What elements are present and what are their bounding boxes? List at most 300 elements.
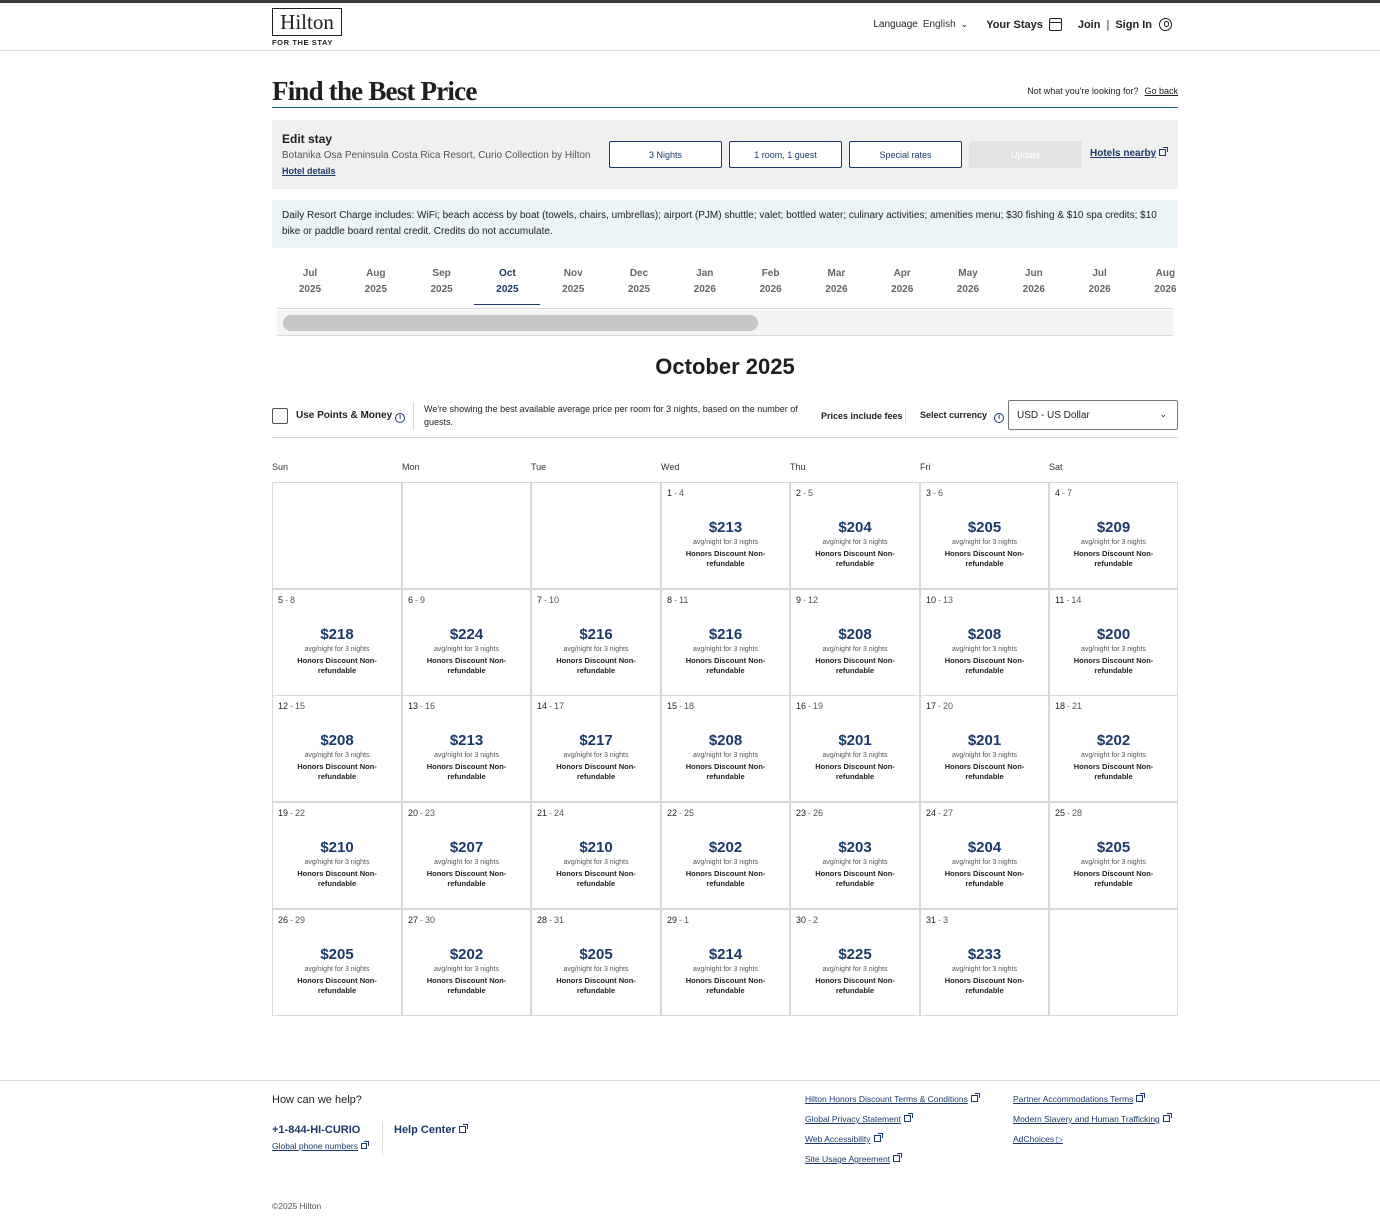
calendar-day-cell[interactable] [661, 802, 790, 909]
month-tab[interactable] [540, 262, 606, 309]
date-end: 4 [679, 488, 685, 498]
date-range [667, 595, 688, 605]
date-end: 11 [679, 595, 689, 605]
avg-night-label: avg/night for 3 nights [952, 539, 1017, 546]
date-start: 2 [796, 488, 802, 498]
rate-name: Honors Discount Non-refundable [944, 762, 1025, 781]
nightly-price: $200 [1096, 626, 1131, 643]
date-start: 13 [408, 701, 419, 711]
calendar-day-cell[interactable] [531, 802, 661, 909]
calendar-day-cell[interactable] [272, 909, 402, 1016]
hotel-details-link[interactable]: Hotel details [282, 166, 336, 176]
date-end: 28 [1072, 808, 1083, 818]
date-end: 20 [943, 701, 954, 711]
calendar-day-cell[interactable] [920, 695, 1049, 802]
date-end: 13 [943, 595, 954, 605]
phone-number[interactable]: +1-844-HI-CURIO [272, 1124, 361, 1136]
date-dash: - [674, 488, 678, 498]
month-tab-year: 2025 [430, 284, 453, 295]
date-range [537, 701, 564, 711]
avg-night-label: avg/night for 3 nights [822, 752, 888, 759]
date-start: 15 [667, 701, 678, 711]
date-start: 9 [796, 595, 802, 605]
date-dash: - [1062, 488, 1066, 498]
update-button[interactable]: Update [969, 141, 1082, 168]
join-link[interactable]: Join [1077, 18, 1101, 31]
date-dash: - [679, 808, 683, 818]
date-end: 7 [1067, 488, 1073, 498]
month-tab-month: Apr [893, 268, 911, 279]
rate-name: Honors Discount Non-refundable [426, 869, 507, 888]
footer-link[interactable] [1013, 1114, 1170, 1124]
chevron-down-icon[interactable]: ⌄ [960, 19, 969, 29]
calendar-empty-cell [531, 482, 661, 589]
rate-name: Honors Discount Non-refundable [1073, 869, 1154, 888]
date-range [926, 915, 948, 925]
nightly-price: $218 [320, 626, 354, 643]
go-back-link[interactable]: Go back [1144, 86, 1178, 96]
date-end: 21 [1072, 701, 1083, 711]
date-dash: - [544, 595, 548, 605]
rate-name: Honors Discount Non-refundable [297, 976, 377, 995]
weekday-header: Mon [402, 462, 420, 472]
date-start: 30 [796, 915, 807, 925]
month-scrollbar[interactable] [277, 310, 1173, 336]
date-range [1055, 595, 1081, 605]
date-end: 1 [684, 915, 690, 925]
date-range [926, 808, 953, 818]
calendar-day-cell[interactable] [402, 909, 531, 1016]
calendar-day-cell[interactable] [661, 909, 790, 1016]
date-range [667, 808, 694, 818]
calendar-day-cell[interactable] [790, 482, 920, 589]
footer-link-label: Modern Slavery and Human Trafficking [1013, 1114, 1160, 1124]
info-icon[interactable]: i [395, 413, 405, 423]
external-link-icon [971, 1095, 978, 1102]
month-tab-month: Aug [1155, 268, 1176, 279]
calendar-day-cell[interactable] [661, 695, 790, 802]
date-range [278, 808, 305, 818]
calendar-day-cell[interactable] [1049, 589, 1178, 696]
language-select[interactable]: English [922, 19, 956, 30]
date-end: 23 [425, 808, 436, 818]
date-start: 6 [408, 595, 414, 605]
calendar-day-cell[interactable] [402, 589, 531, 696]
footer-link[interactable] [805, 1114, 911, 1124]
calendar-day-cell[interactable] [531, 695, 661, 802]
footer-divider [382, 1121, 383, 1155]
footer-link-label: Site Usage Agreement [805, 1154, 891, 1164]
page-title: Find the Best Price [272, 76, 477, 106]
calendar-day-cell[interactable] [920, 482, 1049, 589]
date-end: 2 [813, 915, 819, 925]
rate-name: Honors Discount Non-refundable [556, 656, 636, 675]
user-icon[interactable] [1159, 18, 1172, 31]
rate-name: Honors Discount Non-refundable [815, 762, 895, 781]
footer-link[interactable] [1013, 1094, 1143, 1104]
month-tab-month: Jul [302, 268, 318, 279]
calendar-day-cell[interactable] [402, 695, 531, 802]
rate-name: Honors Discount Non-refundable [1073, 762, 1154, 781]
month-tab-month: Jan [696, 268, 714, 279]
nightly-price: $214 [708, 946, 743, 963]
date-range [408, 595, 425, 605]
avg-night-label: avg/night for 3 nights [693, 752, 758, 759]
language-label: Language [873, 19, 918, 30]
date-range [667, 915, 689, 925]
date-range [537, 595, 559, 605]
calendar-controls [272, 400, 1178, 438]
date-start: 20 [408, 808, 419, 818]
rate-name: Honors Discount Non-refundable [685, 549, 766, 568]
nightly-price: $201 [967, 732, 1002, 749]
calendar-day-cell[interactable] [920, 909, 1049, 1016]
calendar-day-cell[interactable] [531, 909, 661, 1016]
footer-link-label: Web Accessibility [805, 1134, 871, 1144]
avg-night-label: avg/night for 3 nights [952, 752, 1017, 759]
avg-night-label: avg/night for 3 nights [693, 539, 758, 546]
calendar-empty-cell [402, 482, 531, 589]
nights-button[interactable]: 3 Nights [609, 141, 722, 168]
edit-stay-heading: Edit stay [282, 132, 333, 146]
date-end: 31 [554, 915, 565, 925]
help-heading: How can we help? [272, 1094, 362, 1106]
month-tab[interactable] [343, 262, 409, 309]
nightly-price: $224 [449, 626, 484, 643]
external-link-icon [904, 1115, 911, 1122]
avg-night-label: avg/night for 3 nights [1081, 646, 1146, 653]
rate-name: Honors Discount Non-refundable [556, 762, 636, 781]
calendar-day-cell[interactable] [1049, 482, 1178, 589]
calendar-day-cell[interactable] [272, 802, 402, 909]
special-rates-button[interactable]: Special rates [849, 141, 962, 168]
date-start: 21 [537, 808, 548, 818]
logo-tagline: FOR THE STAY [272, 38, 333, 47]
month-tab[interactable] [803, 262, 869, 309]
edit-stay-panel [272, 120, 1178, 189]
nightly-price: $208 [708, 732, 743, 749]
date-range [1055, 701, 1082, 711]
header-nav [873, 18, 1172, 31]
avg-night-label: avg/night for 3 nights [822, 859, 888, 866]
avg-night-label: avg/night for 3 nights [563, 966, 629, 973]
rate-name: Honors Discount Non-refundable [1073, 549, 1154, 568]
date-dash: - [420, 808, 424, 818]
calendar-month-title: October 2025 [655, 354, 795, 379]
weekday-header: Sat [1049, 462, 1063, 472]
rate-name: Honors Discount Non-refundable [815, 656, 895, 675]
date-end: 24 [554, 808, 565, 818]
nightly-price: $205 [579, 946, 613, 963]
month-tab-year: 2026 [956, 284, 980, 295]
month-tab-year: 2026 [693, 284, 716, 295]
month-tab-year: 2026 [1088, 284, 1111, 295]
avg-night-label: avg/night for 3 nights [304, 752, 370, 759]
date-end: 14 [1071, 595, 1082, 605]
calendar-day-cell[interactable] [402, 802, 531, 909]
date-dash: - [938, 595, 942, 605]
calendar-day-cell[interactable] [1049, 695, 1178, 802]
avg-night-label: avg/night for 3 nights [822, 539, 888, 546]
external-link-icon [1159, 149, 1166, 156]
date-start: 25 [1055, 808, 1066, 818]
month-tab[interactable] [409, 262, 475, 309]
date-end: 3 [943, 915, 949, 925]
date-start: 7 [537, 595, 543, 605]
date-start: 24 [926, 808, 937, 818]
date-range [537, 915, 564, 925]
month-tab[interactable] [935, 262, 1001, 309]
month-tab[interactable] [1067, 262, 1133, 309]
calendar-day-cell[interactable] [272, 589, 402, 696]
rate-name: Honors Discount Non-refundable [1073, 656, 1154, 675]
site-footer [0, 1080, 1380, 1218]
date-dash: - [1067, 808, 1071, 818]
adchoices-icon: ▷ [1054, 1134, 1064, 1144]
date-end: 29 [295, 915, 306, 925]
date-dash: - [1067, 701, 1071, 711]
currency-select[interactable] [1008, 400, 1178, 430]
date-range [926, 701, 953, 711]
scrollbar-thumb[interactable] [283, 315, 758, 331]
date-dash: - [803, 595, 807, 605]
not-looking-text: Not what you're looking for? [1027, 86, 1139, 96]
logo-wordmark: Hilton [272, 8, 342, 36]
nightly-price: $217 [579, 732, 613, 749]
nightly-price: $205 [320, 946, 354, 963]
month-tab-month: Jun [1024, 268, 1043, 279]
month-tab-month: Mar [827, 268, 846, 279]
avg-night-label: avg/night for 3 nights [952, 646, 1017, 653]
calendar-icon[interactable] [1049, 18, 1062, 31]
month-tab-year: 2025 [562, 284, 585, 295]
nightly-price: $216 [708, 626, 743, 643]
month-tab-month: May [958, 268, 978, 279]
hilton-logo[interactable] [272, 8, 346, 47]
nightly-price: $213 [449, 732, 484, 749]
footer-link-label: Hilton Honors Discount Terms & Conditions [805, 1094, 968, 1104]
month-tab[interactable] [1001, 262, 1067, 309]
avg-night-label: avg/night for 3 nights [693, 859, 758, 866]
date-start: 5 [278, 595, 284, 605]
controls-divider [905, 408, 906, 424]
nightly-price: $233 [967, 946, 1002, 963]
month-tab-month: Aug [366, 268, 386, 279]
month-tab-year: 2026 [825, 284, 848, 295]
nightly-price: $201 [838, 732, 872, 749]
nightly-price: $202 [449, 946, 484, 963]
avg-night-label: avg/night for 3 nights [1081, 539, 1146, 546]
date-end: 5 [808, 488, 814, 498]
month-tab[interactable] [474, 262, 540, 309]
calendar-day-cell[interactable] [661, 589, 790, 696]
rate-name: Honors Discount Non-refundable [944, 976, 1025, 995]
calendar-day-cell[interactable] [920, 802, 1049, 909]
avg-night-label: avg/night for 3 nights [1081, 859, 1146, 866]
date-start: 23 [796, 808, 807, 818]
nightly-price: $208 [838, 626, 872, 643]
guests-button[interactable]: 1 room, 1 guest [729, 141, 842, 168]
date-start: 4 [1055, 488, 1061, 498]
month-tab[interactable] [738, 262, 804, 309]
date-dash: - [1066, 595, 1070, 605]
rate-name: Honors Discount Non-refundable [297, 762, 377, 781]
calendar-day-cell[interactable] [790, 589, 920, 696]
help-center-link[interactable] [394, 1124, 466, 1136]
rate-name: Honors Discount Non-refundable [426, 762, 507, 781]
external-link-icon [1163, 1115, 1170, 1122]
rate-name: Honors Discount Non-refundable [815, 976, 895, 995]
rate-name: Honors Discount Non-refundable [426, 656, 507, 675]
date-end: 10 [549, 595, 560, 605]
date-range [408, 915, 435, 925]
date-range [1055, 488, 1072, 498]
nightly-price: $216 [579, 626, 613, 643]
nightly-price: $209 [1096, 519, 1131, 536]
avg-night-label: avg/night for 3 nights [434, 752, 499, 759]
calendar-day-cell[interactable] [661, 482, 790, 589]
external-link-icon [893, 1155, 900, 1162]
nightly-price: $203 [838, 839, 872, 856]
external-link-icon [361, 1143, 367, 1149]
date-end: 15 [295, 701, 306, 711]
nightly-price: $207 [449, 839, 484, 856]
copyright: ©2025 Hilton [272, 1201, 322, 1211]
price-explanation: We're showing the best available average price per room for 3 nights, based on the number of guests. [424, 404, 798, 427]
date-end: 30 [425, 915, 436, 925]
month-tab[interactable] [277, 262, 343, 309]
date-dash: - [938, 915, 942, 925]
date-range [796, 915, 818, 925]
date-dash: - [808, 701, 812, 711]
avg-night-label: avg/night for 3 nights [304, 966, 370, 973]
date-start: 10 [926, 595, 937, 605]
nightly-price: $208 [320, 732, 354, 749]
month-tab[interactable] [1132, 262, 1198, 309]
external-link-icon [874, 1135, 881, 1142]
global-phone-label: Global phone numbers [272, 1141, 359, 1151]
date-end: 19 [813, 701, 824, 711]
weekday-header: Fri [920, 462, 931, 472]
date-start: 26 [278, 915, 289, 925]
footer-link[interactable] [805, 1134, 881, 1144]
date-end: 16 [425, 701, 436, 711]
footer-link[interactable] [805, 1094, 978, 1104]
weekday-header: Sun [272, 462, 289, 472]
rate-name: Honors Discount Non-refundable [685, 762, 766, 781]
site-header [0, 3, 1380, 51]
date-end: 6 [938, 488, 944, 498]
rate-name: Honors Discount Non-refundable [556, 976, 636, 995]
month-tab-month: Dec [629, 268, 649, 279]
date-start: 28 [537, 915, 548, 925]
date-dash: - [674, 595, 678, 605]
date-dash: - [679, 915, 683, 925]
calendar-day-cell[interactable] [790, 695, 920, 802]
date-dash: - [549, 701, 553, 711]
use-points-checkbox[interactable] [272, 408, 288, 424]
nightly-price: $202 [708, 839, 743, 856]
calendar-day-cell[interactable] [272, 695, 402, 802]
rate-name: Honors Discount Non-refundable [685, 976, 766, 995]
date-start: 31 [926, 915, 937, 925]
external-link-icon [459, 1126, 466, 1133]
date-start: 1 [667, 488, 673, 498]
date-range [796, 488, 813, 498]
date-dash: - [415, 595, 419, 605]
rate-name: Honors Discount Non-refundable [944, 549, 1025, 568]
date-range [926, 595, 953, 605]
date-range [667, 701, 694, 711]
rate-name: Honors Discount Non-refundable [297, 656, 377, 675]
date-end: 18 [684, 701, 695, 711]
date-range [1055, 808, 1082, 818]
global-phone-link[interactable] [272, 1141, 367, 1151]
calendar-day-cell[interactable] [531, 589, 661, 696]
avg-night-label: avg/night for 3 nights [693, 966, 758, 973]
calendar-day-cell[interactable] [920, 589, 1049, 696]
hotels-nearby-link[interactable] [1090, 148, 1166, 159]
nightly-price: $208 [967, 626, 1002, 643]
avg-night-label: avg/night for 3 nights [304, 646, 370, 653]
date-dash: - [290, 915, 294, 925]
avg-night-label: avg/night for 3 nights [434, 859, 499, 866]
sign-in-link[interactable]: Sign In [1115, 18, 1152, 31]
avg-night-label: avg/night for 3 nights [1081, 752, 1146, 759]
external-link-icon [1136, 1095, 1143, 1102]
footer-link[interactable] [805, 1154, 900, 1164]
avg-night-label: avg/night for 3 nights [952, 966, 1017, 973]
date-range [278, 595, 295, 605]
rate-name: Honors Discount Non-refundable [426, 976, 507, 995]
date-range [408, 701, 435, 711]
date-end: 17 [554, 701, 565, 711]
month-tab-year: 2026 [1022, 284, 1045, 295]
date-start: 19 [278, 808, 289, 818]
month-tab[interactable] [606, 262, 672, 309]
nightly-price: $205 [967, 519, 1002, 536]
date-start: 12 [278, 701, 289, 711]
use-points-text: Use Points & Money [296, 410, 393, 421]
calendar-day-cell[interactable] [1049, 802, 1178, 909]
info-icon[interactable]: i [994, 413, 1004, 423]
calendar-day-cell[interactable] [790, 802, 920, 909]
date-start: 3 [926, 488, 932, 498]
nightly-price: $210 [320, 839, 354, 856]
footer-link[interactable] [1013, 1134, 1063, 1145]
month-tab[interactable] [672, 262, 738, 309]
calendar-empty-cell [272, 482, 402, 589]
date-start: 22 [667, 808, 678, 818]
controls-divider [413, 402, 414, 430]
your-stays-link[interactable]: Your Stays [986, 18, 1043, 31]
date-dash: - [933, 488, 937, 498]
select-currency-text: Select currency [920, 410, 988, 420]
weekday-header: Thu [790, 462, 806, 472]
rate-name: Honors Discount Non-refundable [815, 549, 895, 568]
date-dash: - [938, 808, 942, 818]
date-end: 9 [420, 595, 426, 605]
calendar-day-cell[interactable] [790, 909, 920, 1016]
hotel-name: Botanika Osa Peninsula Costa Rica Resort, Curio Collection by Hilton [282, 150, 591, 161]
rate-name: Honors Discount Non-refundable [556, 869, 636, 888]
month-tab-month: Jul [1092, 268, 1107, 279]
footer-link-label: AdChoices [1013, 1134, 1055, 1144]
date-start: 18 [1055, 701, 1066, 711]
date-start: 29 [667, 915, 678, 925]
month-tab[interactable] [869, 262, 935, 309]
date-start: 14 [537, 701, 548, 711]
